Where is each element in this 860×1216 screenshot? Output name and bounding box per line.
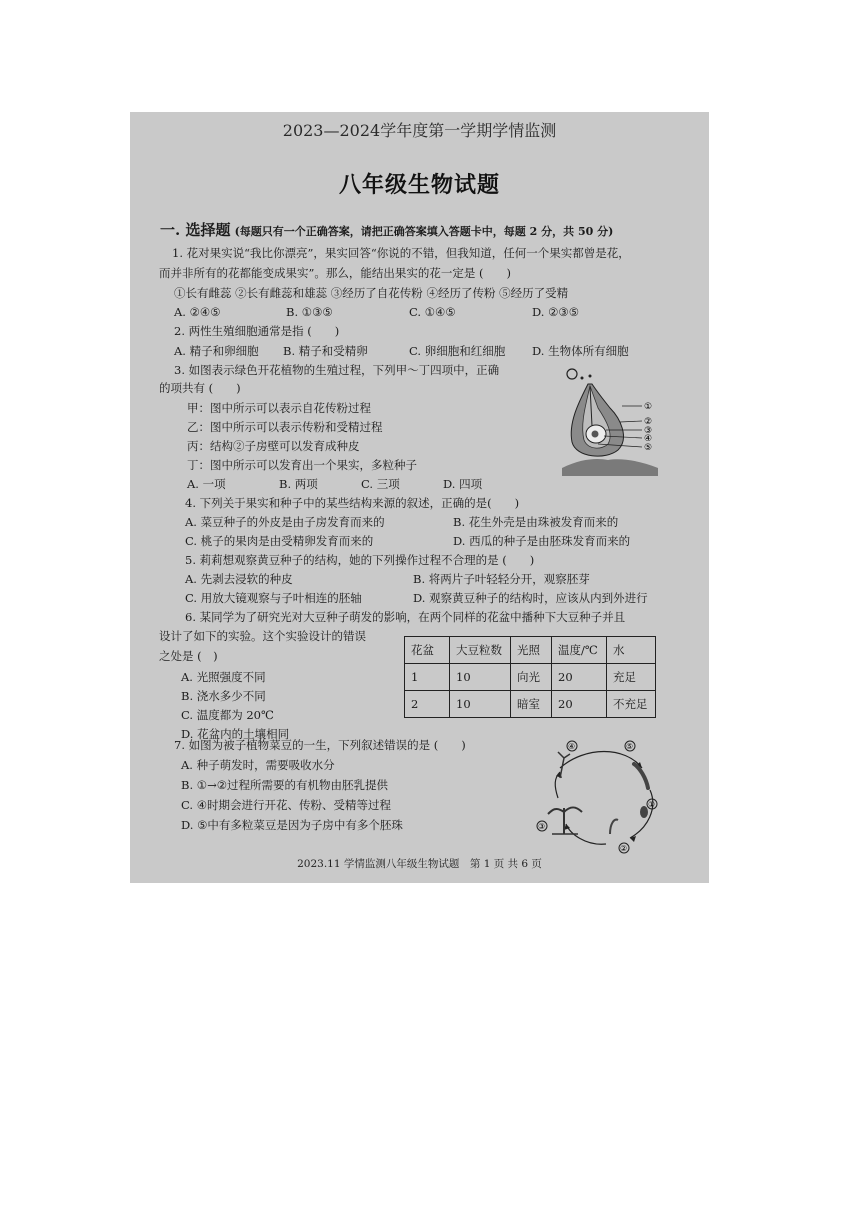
table-header-cell: 水 xyxy=(607,637,656,664)
q5-option-a: A. 先剥去浸软的种皮 xyxy=(185,572,293,586)
table-cell: 充足 xyxy=(607,664,656,691)
q3-line1: 3. 如图表示绿色开花植物的生殖过程，下列甲～丁四项中，正确 xyxy=(174,363,500,377)
q3-statement-yi: 乙：图中所示可以表示传粉和受精过程 xyxy=(187,420,383,434)
stage-label: ① xyxy=(648,800,656,809)
bean-seed xyxy=(640,806,648,818)
stage-label: ② xyxy=(620,844,628,853)
q3-line2: 的项共有 ( ) xyxy=(159,381,241,395)
exam-title: 八年级生物试题 xyxy=(338,172,500,198)
stage-label: ③ xyxy=(538,822,546,831)
table-cell: 1 xyxy=(405,664,450,691)
table-cell: 不充足 xyxy=(607,691,656,718)
table-header-row xyxy=(405,637,656,664)
pollen-dot xyxy=(581,377,584,380)
q6-option-c: C. 温度都为 20℃ xyxy=(181,708,274,722)
stage-label: ⑤ xyxy=(626,742,634,751)
q1-line2: 而并非所有的花都能变成果实”。那么，能结出果实的花一定是 ( ) xyxy=(159,266,512,280)
q1-option-a: A. ②④⑤ xyxy=(174,305,221,319)
q3-option-d: D. 四项 xyxy=(443,477,483,491)
q6-option-a: A. 光照强度不同 xyxy=(181,670,266,684)
q3-option-b: B. 两项 xyxy=(279,477,318,491)
q7-option-a: A. 种子萌发时，需要吸收水分 xyxy=(181,758,335,772)
table-cell: 10 xyxy=(450,664,511,691)
q7-option-b: B. ①→②过程所需要的有机物由胚乳提供 xyxy=(181,778,389,792)
q6-line3: 之处是 ( ) xyxy=(159,649,218,663)
germinating-seed xyxy=(610,820,618,834)
q7-stem: 7. 如图为被子植物菜豆的一生，下列叙述错误的是 ( ) xyxy=(174,738,466,752)
diagram-label: ② xyxy=(644,417,653,427)
section-note: (每题只有一个正确答案，请把正确答案填入答题卡中，每题 2 分，共 50 分) xyxy=(234,225,614,238)
q2-option-b: B. 精子和受精卵 xyxy=(283,344,368,358)
table-cell: 2 xyxy=(405,691,450,718)
q4-option-b: B. 花生外壳是由珠被发育而来的 xyxy=(453,515,619,529)
exam-page xyxy=(130,112,709,883)
q2-option-d: D. 生物体所有细胞 xyxy=(532,344,629,358)
q2-stem: 2. 两性生殖细胞通常是指 ( ) xyxy=(174,324,340,338)
diagram-label: ⑤ xyxy=(644,443,653,453)
table-cell: 10 xyxy=(450,691,511,718)
flower-reproduction-diagram xyxy=(562,364,662,476)
q1-option-d: D. ②③⑤ xyxy=(532,305,580,319)
q5-option-d: D. 观察黄豆种子的结构时，应该从内到外进行 xyxy=(413,591,648,605)
q1-option-c: C. ①④⑤ xyxy=(409,305,456,319)
table-header-cell: 光照 xyxy=(511,637,552,664)
q3-statement-ding: 丁：图中所示可以发育出一个果实，多粒种子 xyxy=(187,458,417,472)
q6-line2: 设计了如下的实验。这个实验设计的错误 xyxy=(159,629,366,643)
table-header-cell: 温度/℃ xyxy=(552,637,607,664)
table-cell: 20 xyxy=(552,664,607,691)
egg-cell xyxy=(592,431,599,438)
receptacle xyxy=(562,459,658,476)
seedling xyxy=(548,807,582,834)
stage-label: ④ xyxy=(568,742,576,751)
diagram-label: ③ xyxy=(644,426,653,436)
table-cell: 20 xyxy=(552,691,607,718)
q5-stem: 5. 莉莉想观察黄豆种子的结构，她的下列操作过程不合理的是 ( ) xyxy=(185,553,535,567)
q1-option-b: B. ①③⑤ xyxy=(286,305,333,319)
page-footer: 2023.11 学情监测八年级生物试题 第 1 页 共 6 页 xyxy=(297,858,542,870)
q7-option-d: D. ⑤中有多粒菜豆是因为子房中有多个胚珠 xyxy=(181,818,403,832)
pollen-dot xyxy=(589,375,592,378)
q2-option-a: A. 精子和卵细胞 xyxy=(174,344,259,358)
label-line xyxy=(620,421,642,422)
table-row xyxy=(405,664,656,691)
q5-option-b: B. 将两片子叶轻轻分开，观察胚芽 xyxy=(413,572,590,586)
table-header-cell: 大豆粒数 xyxy=(450,637,511,664)
q3-statement-bing: 丙：结构②子房壁可以发育成种皮 xyxy=(187,439,360,453)
section-heading xyxy=(160,219,613,240)
table-row xyxy=(405,691,656,718)
experiment-table xyxy=(404,636,656,718)
table-cell: 向光 xyxy=(511,664,552,691)
q4-stem: 4. 下列关于果实和种子中的某些结构来源的叙述，正确的是( ) xyxy=(185,496,520,510)
q2-option-c: C. 卵细胞和红细胞 xyxy=(409,344,506,358)
cycle-arrow xyxy=(560,752,642,769)
diagram-label: ④ xyxy=(644,434,653,444)
q3-option-c: C. 三项 xyxy=(361,477,400,491)
q4-option-c: C. 桃子的果肉是由受精卵发育而来的 xyxy=(185,534,374,548)
diagram-label: ① xyxy=(644,402,653,412)
q4-option-d: D. 西瓜的种子是由胚珠发育而来的 xyxy=(453,534,631,548)
q3-option-a: A. 一项 xyxy=(187,477,226,491)
q6-option-d: D. 花盆内的土壤相同 xyxy=(181,727,290,741)
q3-statement-jia: 甲：图中所示可以表示自花传粉过程 xyxy=(187,401,371,415)
q4-option-a: A. 菜豆种子的外皮是由子房发育而来的 xyxy=(185,515,385,529)
q7-option-c: C. ④时期会进行开花、传粉、受精等过程 xyxy=(181,798,392,812)
section-name: 一. 选择题 xyxy=(160,221,231,239)
pollen-grain xyxy=(567,369,577,379)
table-header-cell: 花盆 xyxy=(405,637,450,664)
bean-life-cycle-diagram xyxy=(530,738,670,854)
exam-header: 2023—2024学年度第一学期学情监测 xyxy=(282,121,557,140)
q1-line1: 1. 花对果实说“我比你漂亮”，果实回答“你说的不错，但我知道，任何一个果实都曾是花， xyxy=(172,246,630,260)
table-cell: 暗室 xyxy=(511,691,552,718)
q1-items: ①长有雌蕊 ②长有雌蕊和雄蕊 ③经历了自花传粉 ④经历了传粉 ⑤经历了受精 xyxy=(174,286,569,300)
q5-option-c: C. 用放大镜观察与子叶相连的胚轴 xyxy=(185,591,362,605)
q6-line1: 6. 某同学为了研究光对大豆种子萌发的影响，在两个同样的花盆中播种下大豆种子并且 xyxy=(185,610,626,624)
q6-option-b: B. 浇水多少不同 xyxy=(181,689,266,703)
